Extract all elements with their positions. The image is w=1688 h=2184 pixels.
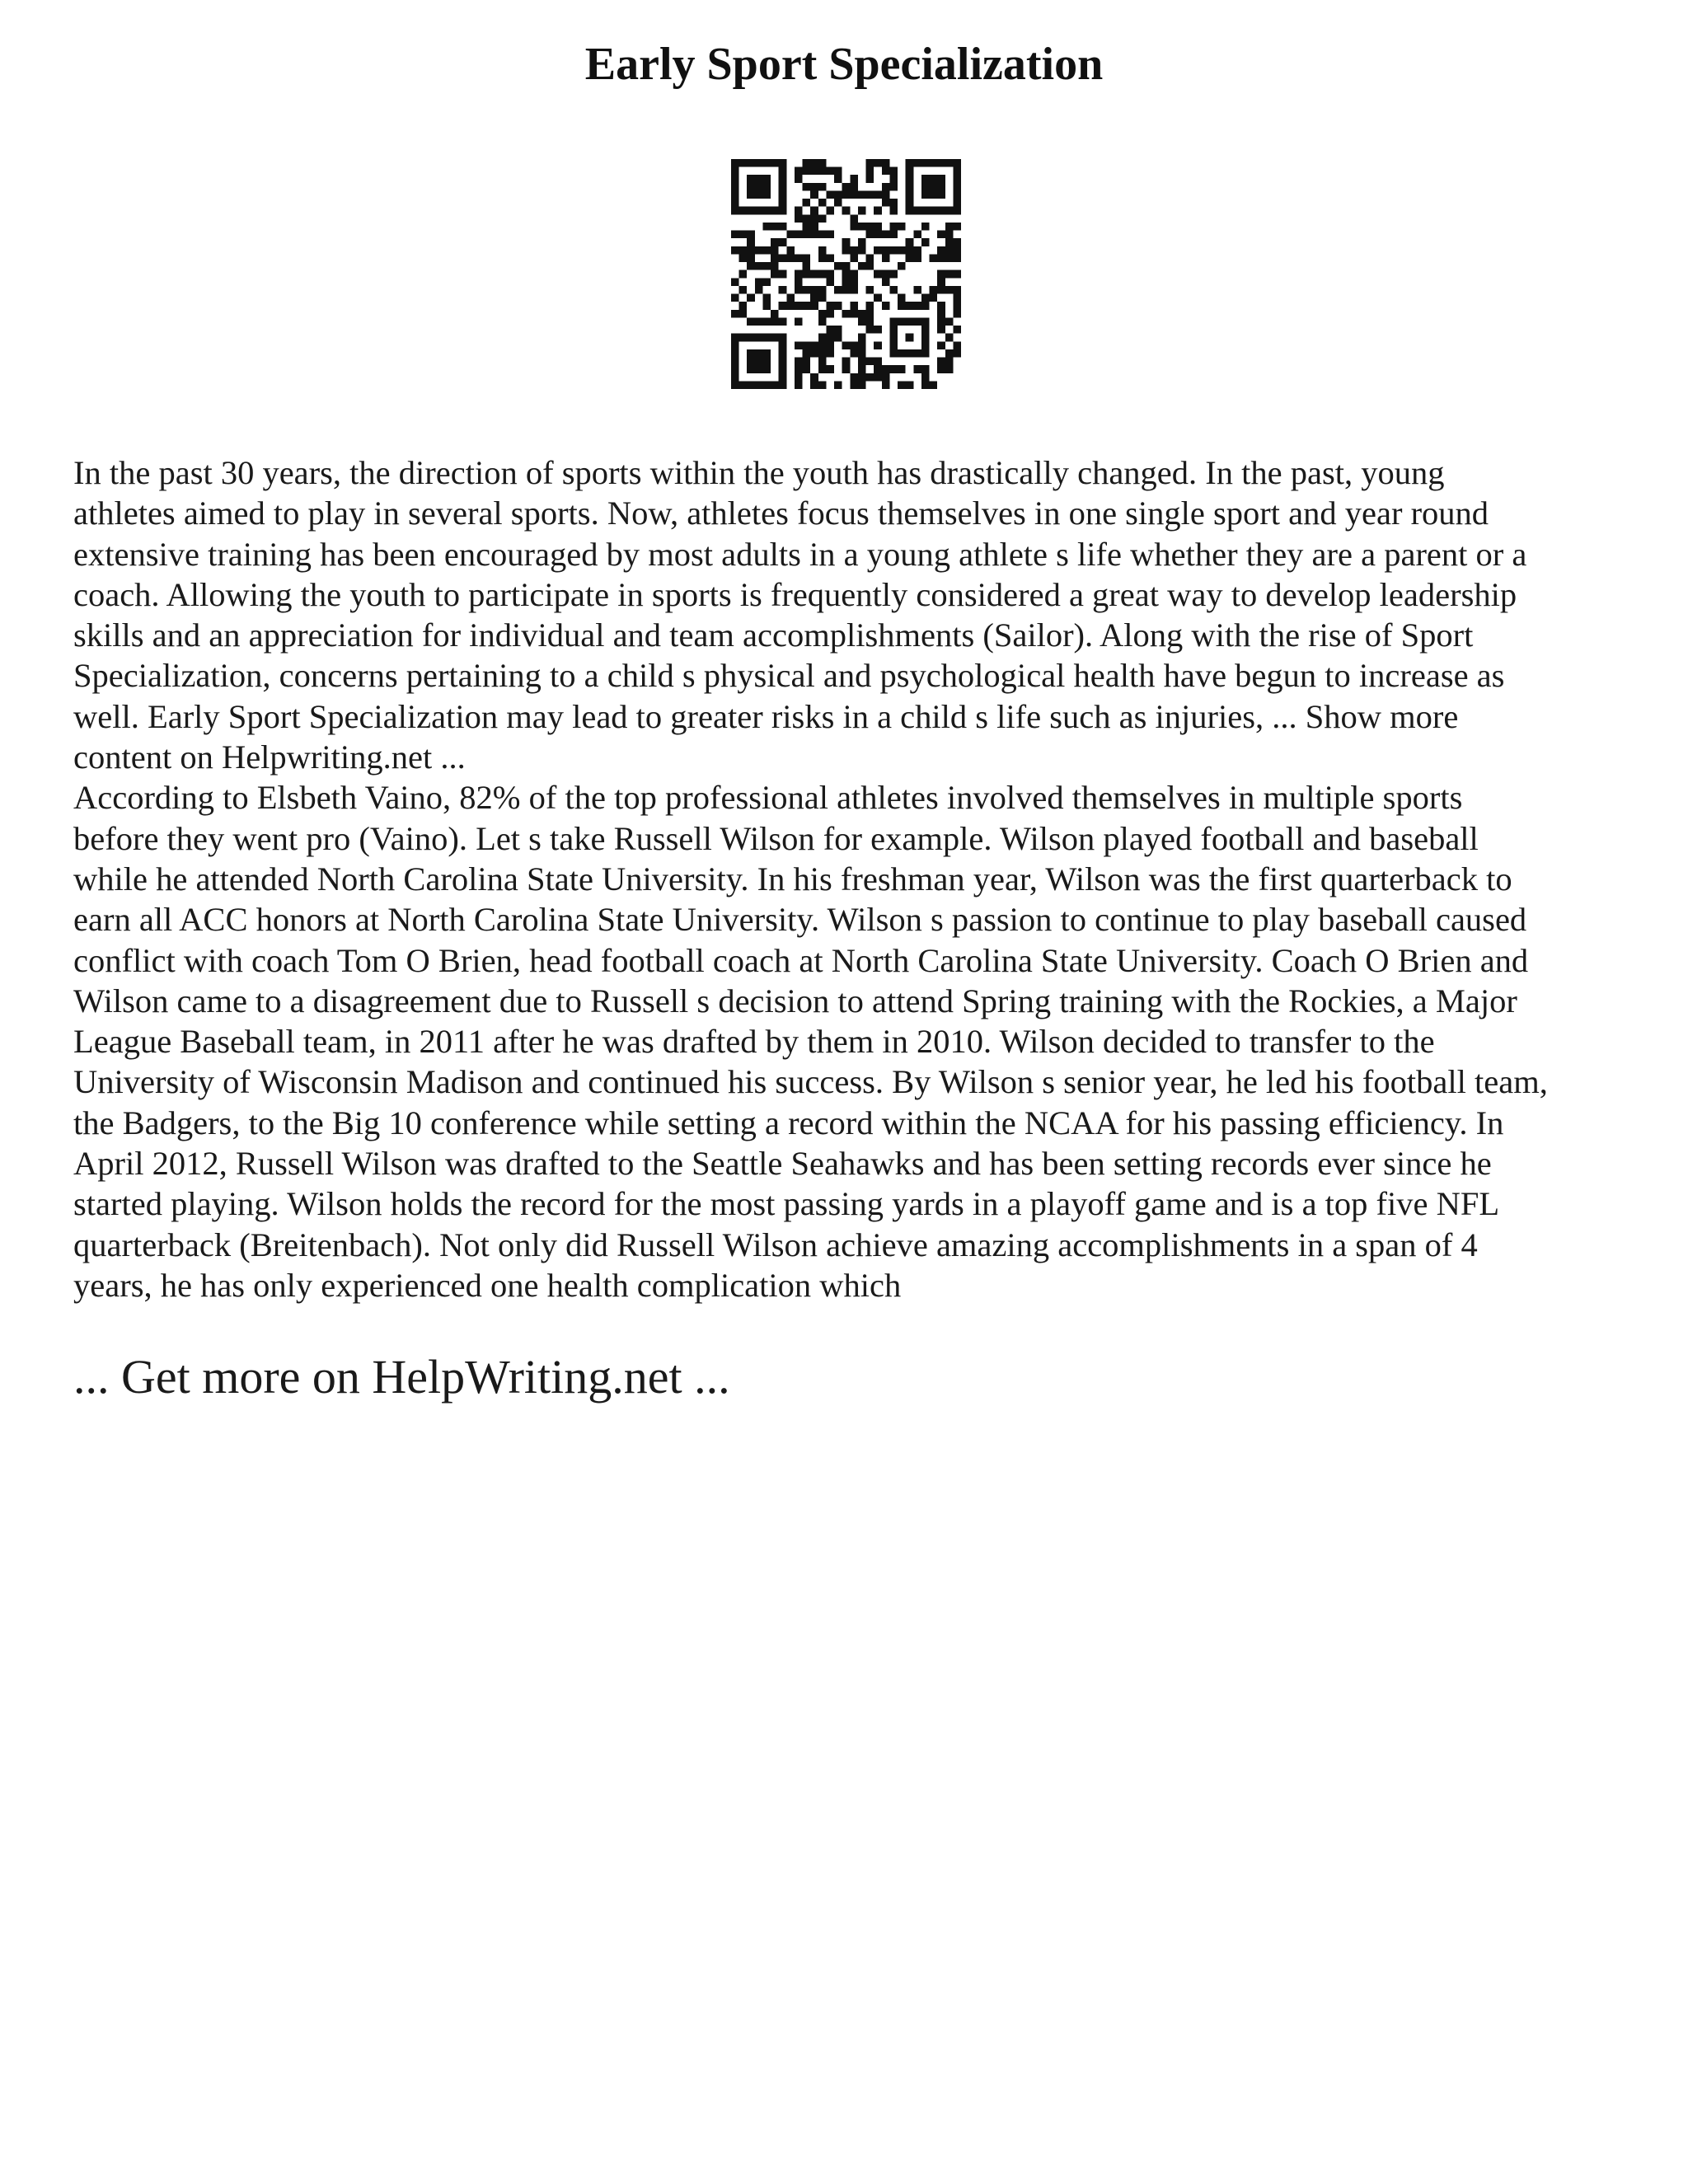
get-more-link[interactable]: ... Get more on HelpWriting.net ... (73, 1350, 730, 1404)
page-title: Early Sport Specialization (584, 39, 1104, 90)
paragraph-wilson: According to Elsbeth Vaino, 82% of the top professional athletes involved themselves in multiple sports before they went pro (Vaino). Let s take Russell Wilson for example. Wilson played football and baseball while he attended North Carolina State University. In his freshman year, Wilson was the first quarterback to earn all ACC honors at North Carolina State University. Wilson s passion to continue to play baseball caused conflict with coach Tom O Brien, head football coach at North Carolina State University. Coach O Brien and Wilson came to a disagreement due to Russell s decision to attend Spring training with the Rockies, a Major League Baseball team, in 2011 after he was drafted by them in 2010. Wilson decided to transfer to the University of Wisconsin Madison and continued his success. By Wilson s senior year, he led his football team, the Badgers, to the Big 10 conference while setting a record within the NCAA for his passing efficiency. In April 2012, Russell Wilson was drafted to the Seattle Seahawks and has been setting records ever since he started playing. Wilson holds the record for the most passing yards in a playoff game and is a top five NFL quarterback (Breitenbach). Not only did Russell Wilson achieve amazing accomplishments in a span of 4 years, he has only experienced one health complication which (73, 779, 1548, 1304)
article-body (73, 452, 1639, 1305)
qr-code-icon (731, 159, 961, 389)
paragraph-intro: In the past 30 years, the direction of sports within the youth has drastically changed. In the past, young athletes aimed to play in several sports. Now, athletes focus themselves in one single sport and year round extensive training has been encouraged by most adults in a young athlete s life whether they are a parent or a coach. Allowing the youth to participate in sports is frequently considered a great way to develop leadership skills and an appreciation for individual and team accomplishments (Sailor). Along with the rise of Sport Specialization, concerns pertaining to a child s physical and psychological health have begun to increase as well. Early Sport Specialization may lead to greater risks in a child s life such as injuries, ... Show more content on Helpwriting.net ... (73, 454, 1527, 776)
